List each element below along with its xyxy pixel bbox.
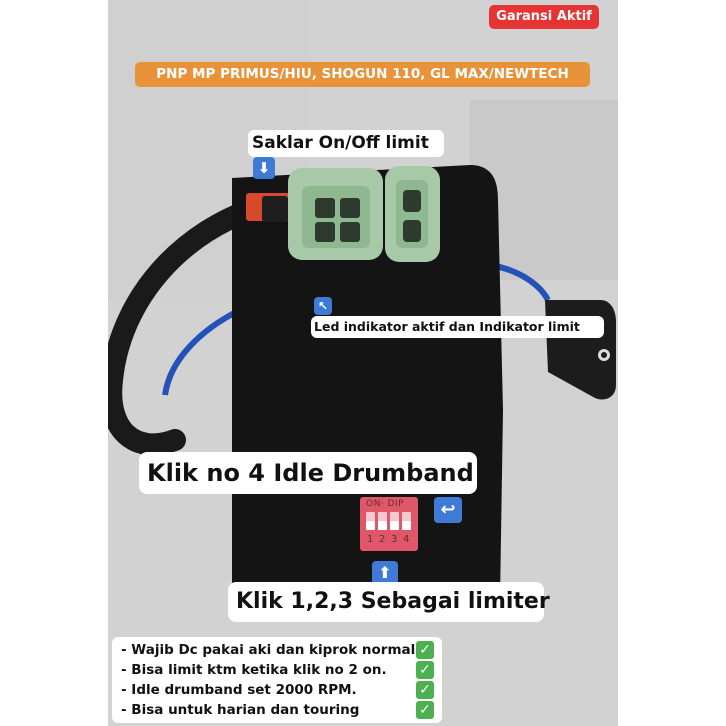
list-item: - Idle drumband set 2000 RPM.	[121, 682, 357, 698]
return-arrow-icon: ↩	[434, 497, 462, 523]
dip-number-3: 3	[391, 534, 398, 545]
list-item: - Bisa limit ktm ketika klik no 2 on.	[121, 662, 387, 678]
check-mark-icon: ✓	[416, 661, 434, 679]
down-arrow-icon: ⬇	[253, 157, 275, 179]
check-mark-icon: ✓	[416, 641, 434, 659]
saklar-label: Saklar On/Off limit	[248, 130, 444, 157]
list-item: - Wajib Dc pakai aki dan kiprok normal	[121, 642, 416, 658]
up-left-arrow-icon: ↖	[314, 297, 332, 315]
klik-4-label: Klik no 4 Idle Drumband	[139, 452, 477, 494]
dip-number-2: 2	[379, 534, 386, 545]
klik-123-label: Klik 1,2,3 Sebagai limiter	[228, 582, 544, 622]
check-mark-icon: ✓	[416, 681, 434, 699]
dip-top-label: ON· DIP	[366, 499, 405, 509]
check-mark-icon: ✓	[416, 701, 434, 719]
led-label: Led indikator aktif dan Indikator limit	[311, 316, 604, 338]
warranty-badge: Garansi Aktif	[489, 5, 599, 29]
up-arrow-icon: ⬆	[372, 561, 398, 585]
feature-checklist	[112, 637, 442, 723]
dip-number-4: 4	[403, 534, 410, 545]
model-banner: PNP MP PRIMUS/HIU, SHOGUN 110, GL MAX/NEWTECH	[135, 62, 590, 87]
list-item: - Bisa untuk harian dan touring	[121, 702, 360, 718]
dip-number-1: 1	[367, 534, 374, 545]
